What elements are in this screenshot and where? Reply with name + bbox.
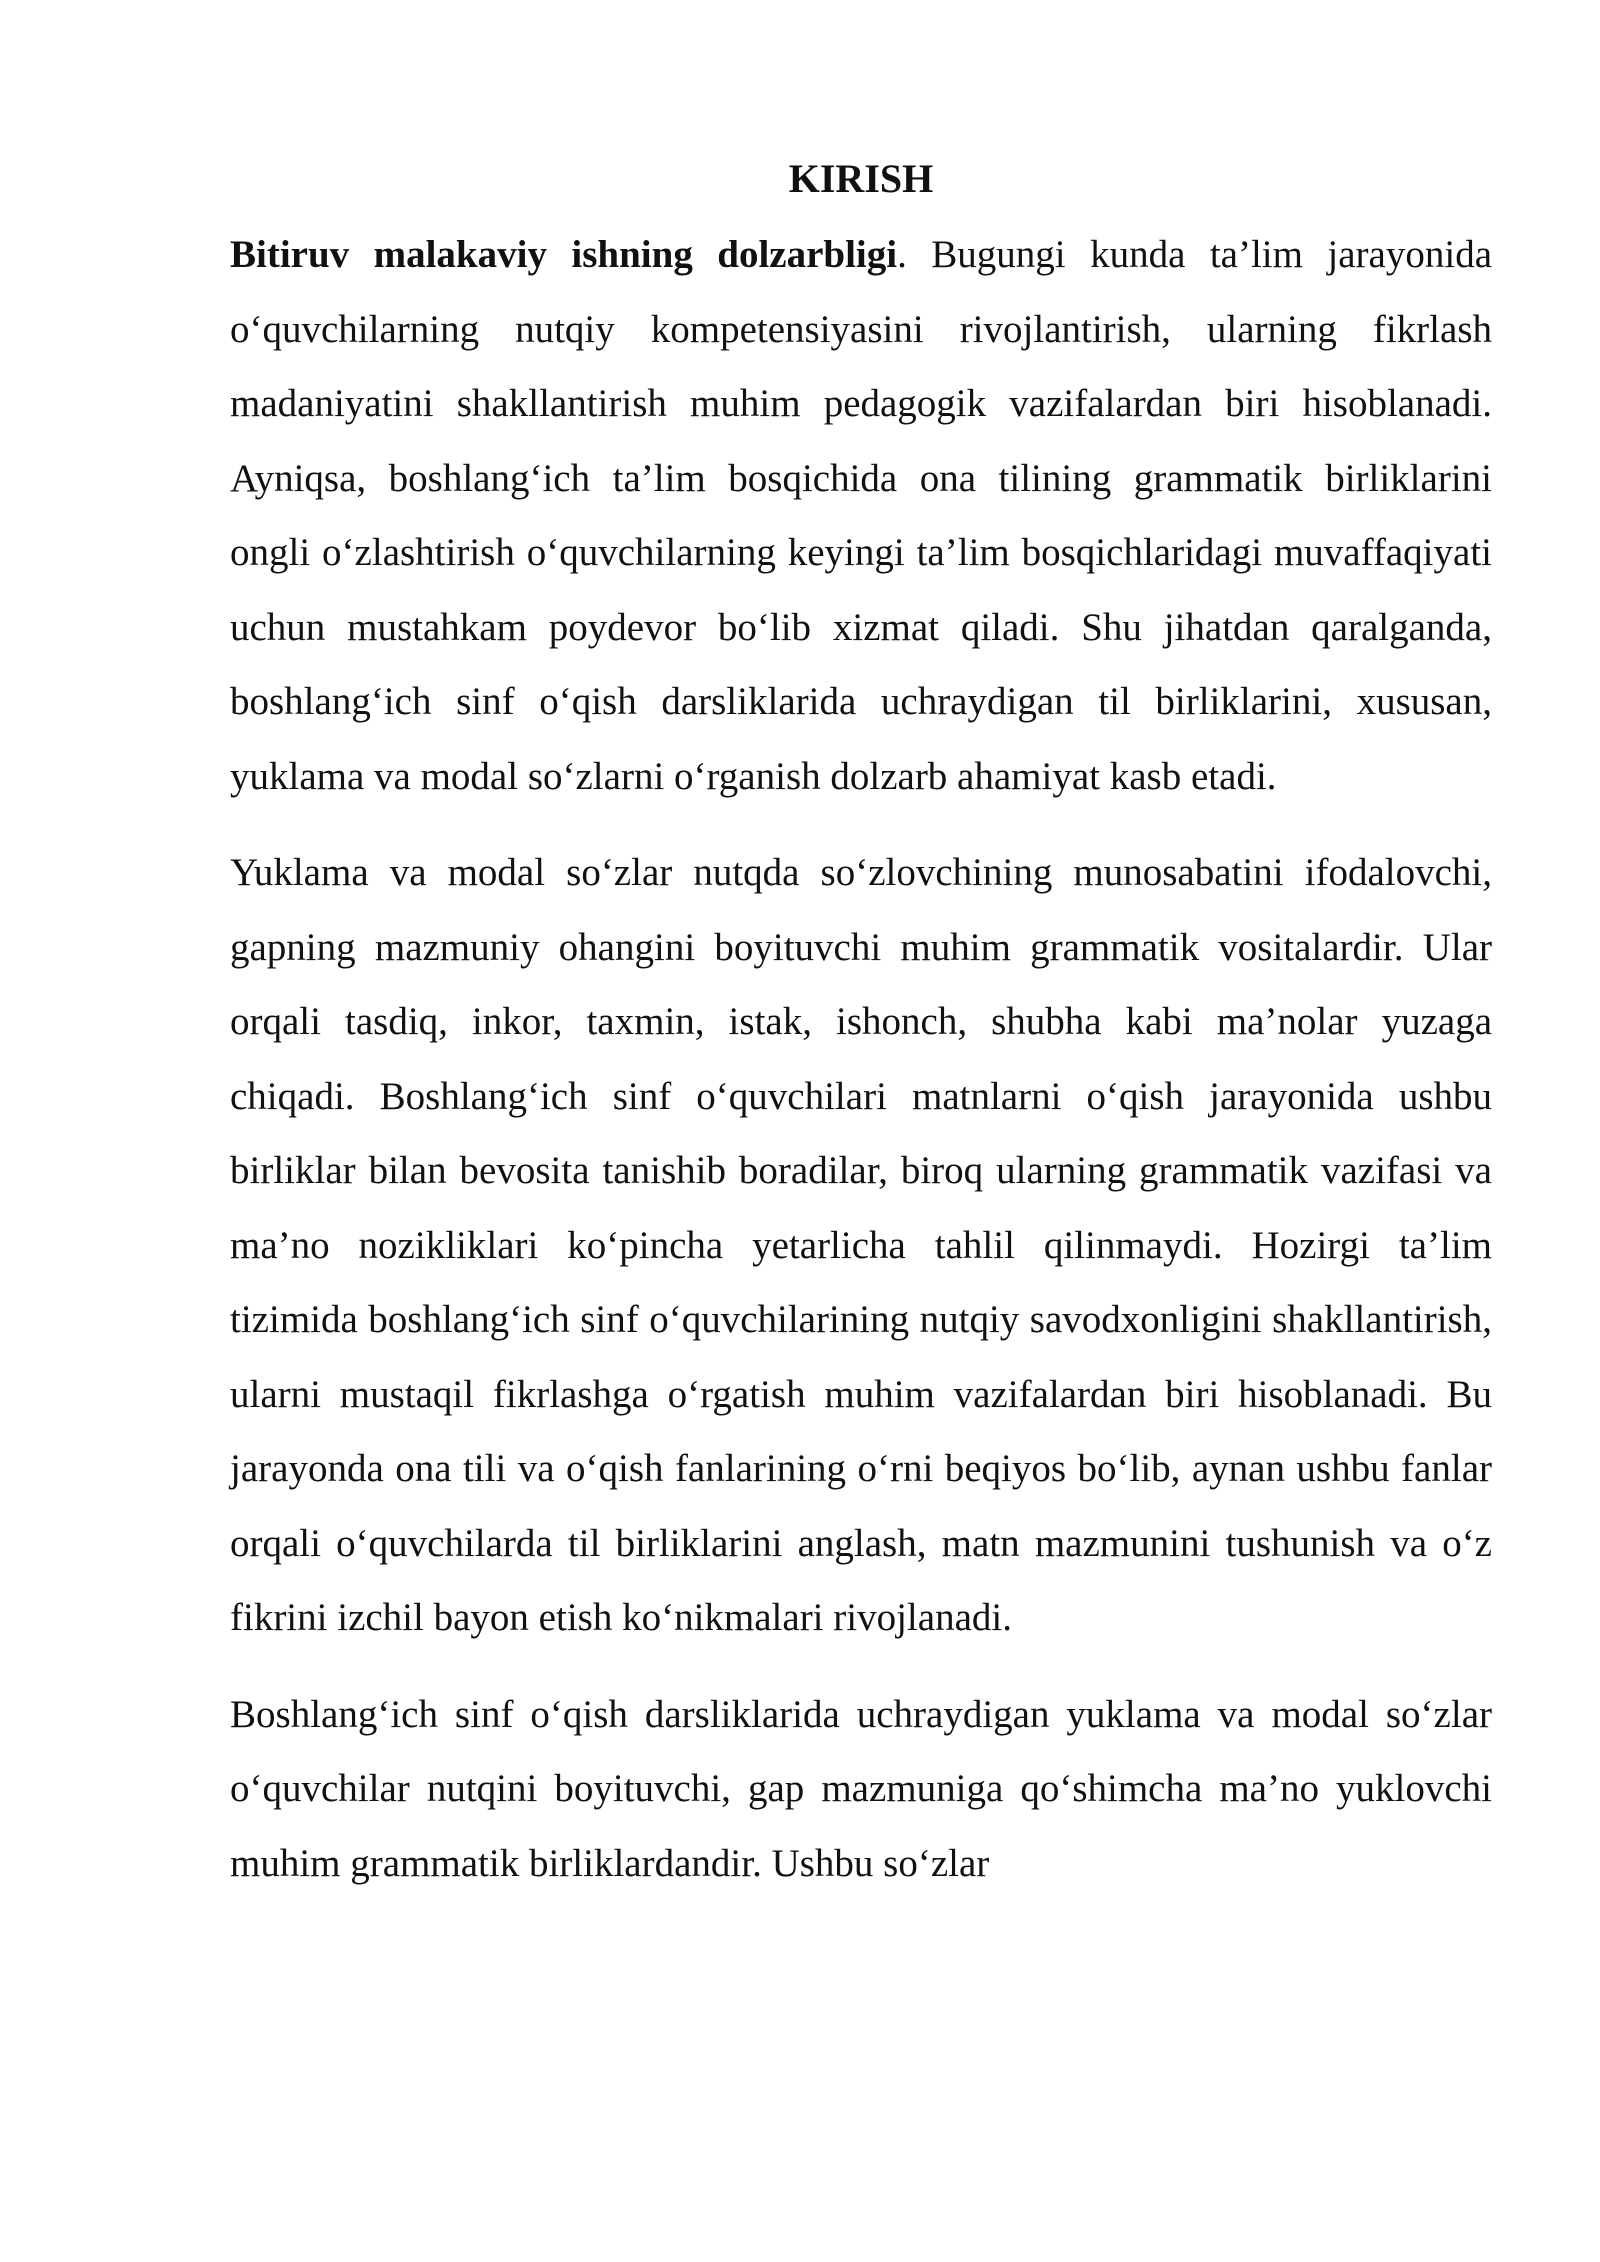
paragraph-3 [230,1678,1492,1902]
document-page [230,150,1492,1923]
paragraph-lead: Bitiruv malakaviy ishning dolzarbligi [230,233,898,276]
paragraph-text: Yuklama va modal so‘zlar nutqda so‘zlovchining munosabatini ifodalovchi, gapning mazmuniy ohangini boyituvchi muhim grammatik vositalardir. Ular orqali tasdiq, inkor, taxmin, istak, ishonch, shubha kabi ma’nolar yuzaga chiqadi. Boshlang‘ich sinf o‘quvchilari matnlarni o‘qish jarayonida ushbu birliklar bilan bevosita tanishib boradilar, biroq ularning grammatik vazifasi va ma’no nozikliklari ko‘pincha yetarlicha tahlil qilinmaydi. Hozirgi ta’lim tizimida boshlang‘ich sinf o‘quvchilarining nutqiy savodxonligini shakllantirish, ularni mustaqil fikrlashga o‘rgatish muhim vazifalardan biri hisoblanadi. Bu jarayonda ona tili va o‘qish fanlarining o‘rni beqiyos bo‘lib, aynan ushbu fanlar orqali o‘quvchilarda til birliklarini anglash, matn mazmunini tushunish va o‘z fikrini izchil bayon etish ko‘nikmalari rivojlanadi. [230,851,1492,1639]
paragraph-2 [230,836,1492,1656]
paragraph-1 [230,218,1492,814]
paragraph-text: Boshlang‘ich sinf o‘qish darsliklarida uchraydigan yuklama va modal so‘zlar o‘quvchilar nutqini boyituvchi, gap mazmuniga qo‘shimcha ma’no yuklovchi muhim grammatik birliklardandir. Ushbu so‘zlar [230,1692,1492,1885]
document-title: KIRISH [788,156,934,201]
paragraph-text: . Bugungi kunda ta’lim jarayonida o‘quvchilarning nutqiy kompetensiyasini rivojlantirish, ularning fikrlash madaniyatini shakllantirish muhim pedagogik vazifalardan biri hisoblanadi. Ayniqsa, boshlang‘ich ta’lim bosqichida ona tilining grammatik birliklarini ongli o‘zlashtirish o‘quvchilarning keyingi ta’lim bosqichlaridagi muvaffaqiyati uchun mustahkam poydevor bo‘lib xizmat qiladi. Shu jihatdan qaralganda, boshlang‘ich sinf o‘qish darsliklarida uchraydigan til birliklarini, xususan, yuklama va modal so‘zlarni o‘rganish dolzarb ahamiyat kasb etadi. [230,233,1493,798]
